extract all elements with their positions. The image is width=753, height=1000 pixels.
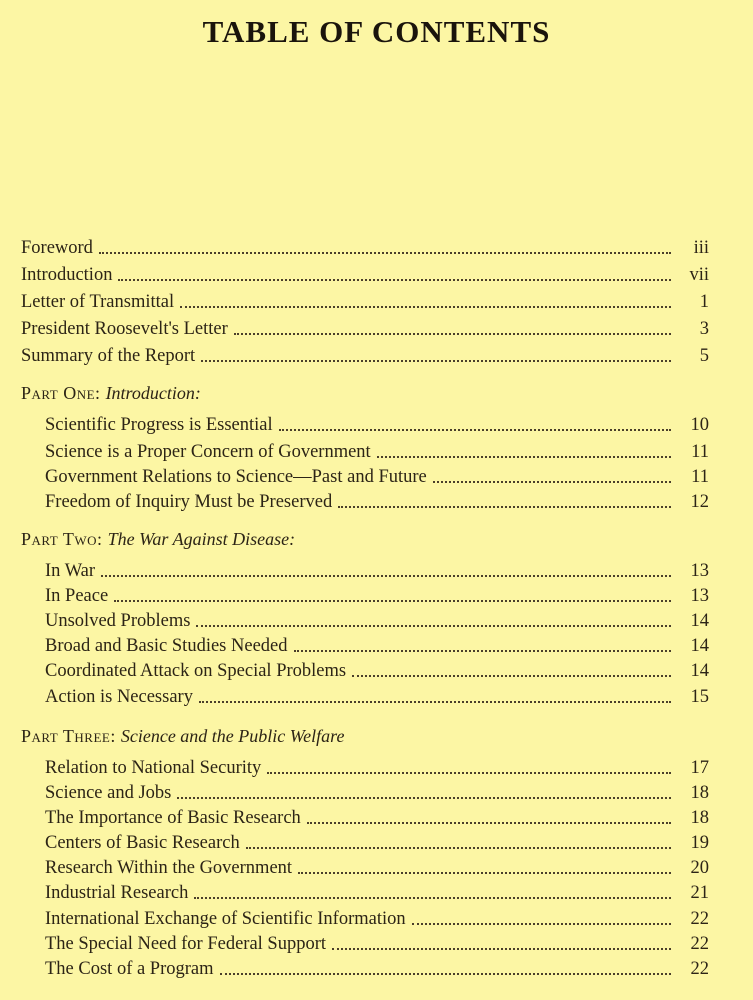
part-title: Introduction: [105,383,201,403]
entry-label: Scientific Progress is Essential [45,415,273,435]
toc-entry [21,290,709,314]
entry-label: Relation to National Security [45,758,262,778]
entry-page-number: 17 [690,758,709,778]
part-heading [21,724,344,748]
dot-leader [114,599,671,602]
entry-page-number: 14 [690,611,709,631]
entry-page-number: 11 [691,442,709,462]
entry-label: In Peace [45,586,109,606]
entry-page-number: 18 [690,783,709,803]
entry-page-number: 12 [690,492,709,512]
part-heading [21,381,201,405]
entry-label: Centers of Basic Research [45,833,240,853]
entry-page-number: 14 [690,661,709,681]
toc-entry [45,440,709,464]
entry-page-number: 20 [690,858,709,878]
toc-entry [45,490,709,514]
dot-leader [279,428,671,431]
entry-label: In War [45,561,96,581]
entry-label: Summary of the Report [21,346,196,366]
dot-leader [234,332,671,335]
toc-entry [21,236,709,260]
toc-entry [45,685,709,709]
dot-leader [352,674,671,677]
dot-leader [294,649,672,652]
entry-label: Letter of Transmittal [21,292,175,312]
entry-page-number: 10 [690,415,709,435]
dot-leader [177,796,671,799]
entry-label: Introduction [21,265,113,285]
dot-leader [220,972,671,975]
toc-entry [45,831,709,855]
entry-label: Research Within the Government [45,858,293,878]
toc-entry [21,263,709,287]
entry-page-number: iii [693,238,709,258]
entry-label: Science is a Proper Concern of Government [45,442,371,462]
entry-label: Action is Necessary [45,687,193,707]
entry-label: Industrial Research [45,883,189,903]
part-title: The War Against Disease: [107,529,296,549]
toc-entry [21,317,709,341]
dot-leader [246,846,671,849]
dot-leader [118,278,671,281]
toc-entry [45,806,709,830]
entry-page-number: 13 [690,586,709,606]
dot-leader [99,251,671,254]
entry-label: The Cost of a Program [45,959,214,979]
part-label: Part Three: [21,726,121,746]
dot-leader [267,771,671,774]
entry-label: Foreword [21,238,93,258]
entry-page-number: vii [689,265,709,285]
dot-leader [194,896,671,899]
toc-entry [21,344,709,368]
entry-page-number: 3 [699,319,709,339]
toc-entry [45,932,709,956]
entry-label: International Exchange of Scientific Information [45,909,406,929]
entry-page-number: 15 [690,687,709,707]
toc-entry [45,907,709,931]
entry-label: The Special Need for Federal Support [45,934,327,954]
entry-label: Government Relations to Science—Past and Future [45,467,427,487]
toc-entry [45,465,709,489]
toc-entry [45,609,709,633]
toc-entry [45,659,709,683]
dot-leader [201,359,671,362]
dot-leader [338,505,671,508]
part-title: Science and the Public Welfare [120,726,345,746]
entry-label: Unsolved Problems [45,611,191,631]
dot-leader [180,305,671,308]
dot-leader [298,871,671,874]
dot-leader [377,455,671,458]
dot-leader [307,821,671,824]
entry-page-number: 11 [691,467,709,487]
entry-page-number: 13 [690,561,709,581]
entry-label: Science and Jobs [45,783,172,803]
entry-label: President Roosevelt's Letter [21,319,228,339]
toc-entry [45,881,709,905]
toc-entry [45,584,709,608]
entry-label: Broad and Basic Studies Needed [45,636,288,656]
entry-page-number: 22 [690,934,709,954]
dot-leader [196,624,671,627]
toc-entry [45,756,709,780]
toc-entry [45,559,709,583]
dot-leader [101,574,671,577]
entry-page-number: 22 [690,909,709,929]
page-title: TABLE OF CONTENTS [202,14,551,49]
entry-page-number: 5 [699,346,709,366]
part-label: Part Two: [21,529,108,549]
entry-page-number: 19 [690,833,709,853]
toc-entry [45,634,709,658]
dot-leader [433,480,671,483]
entry-page-number: 18 [690,808,709,828]
entry-label: The Importance of Basic Research [45,808,301,828]
toc-entry [45,781,709,805]
entry-page-number: 1 [699,292,709,312]
dot-leader [412,922,671,925]
entry-label: Coordinated Attack on Special Problems [45,661,347,681]
entry-page-number: 21 [690,883,709,903]
entry-label: Freedom of Inquiry Must be Preserved [45,492,333,512]
entry-page-number: 22 [690,959,709,979]
toc-entry [45,957,709,981]
dot-leader [199,700,671,703]
entry-page-number: 14 [690,636,709,656]
toc-entry [45,413,709,437]
toc-entry [45,856,709,880]
part-label: Part One: [21,383,106,403]
part-heading [21,527,295,551]
dot-leader [332,947,671,950]
